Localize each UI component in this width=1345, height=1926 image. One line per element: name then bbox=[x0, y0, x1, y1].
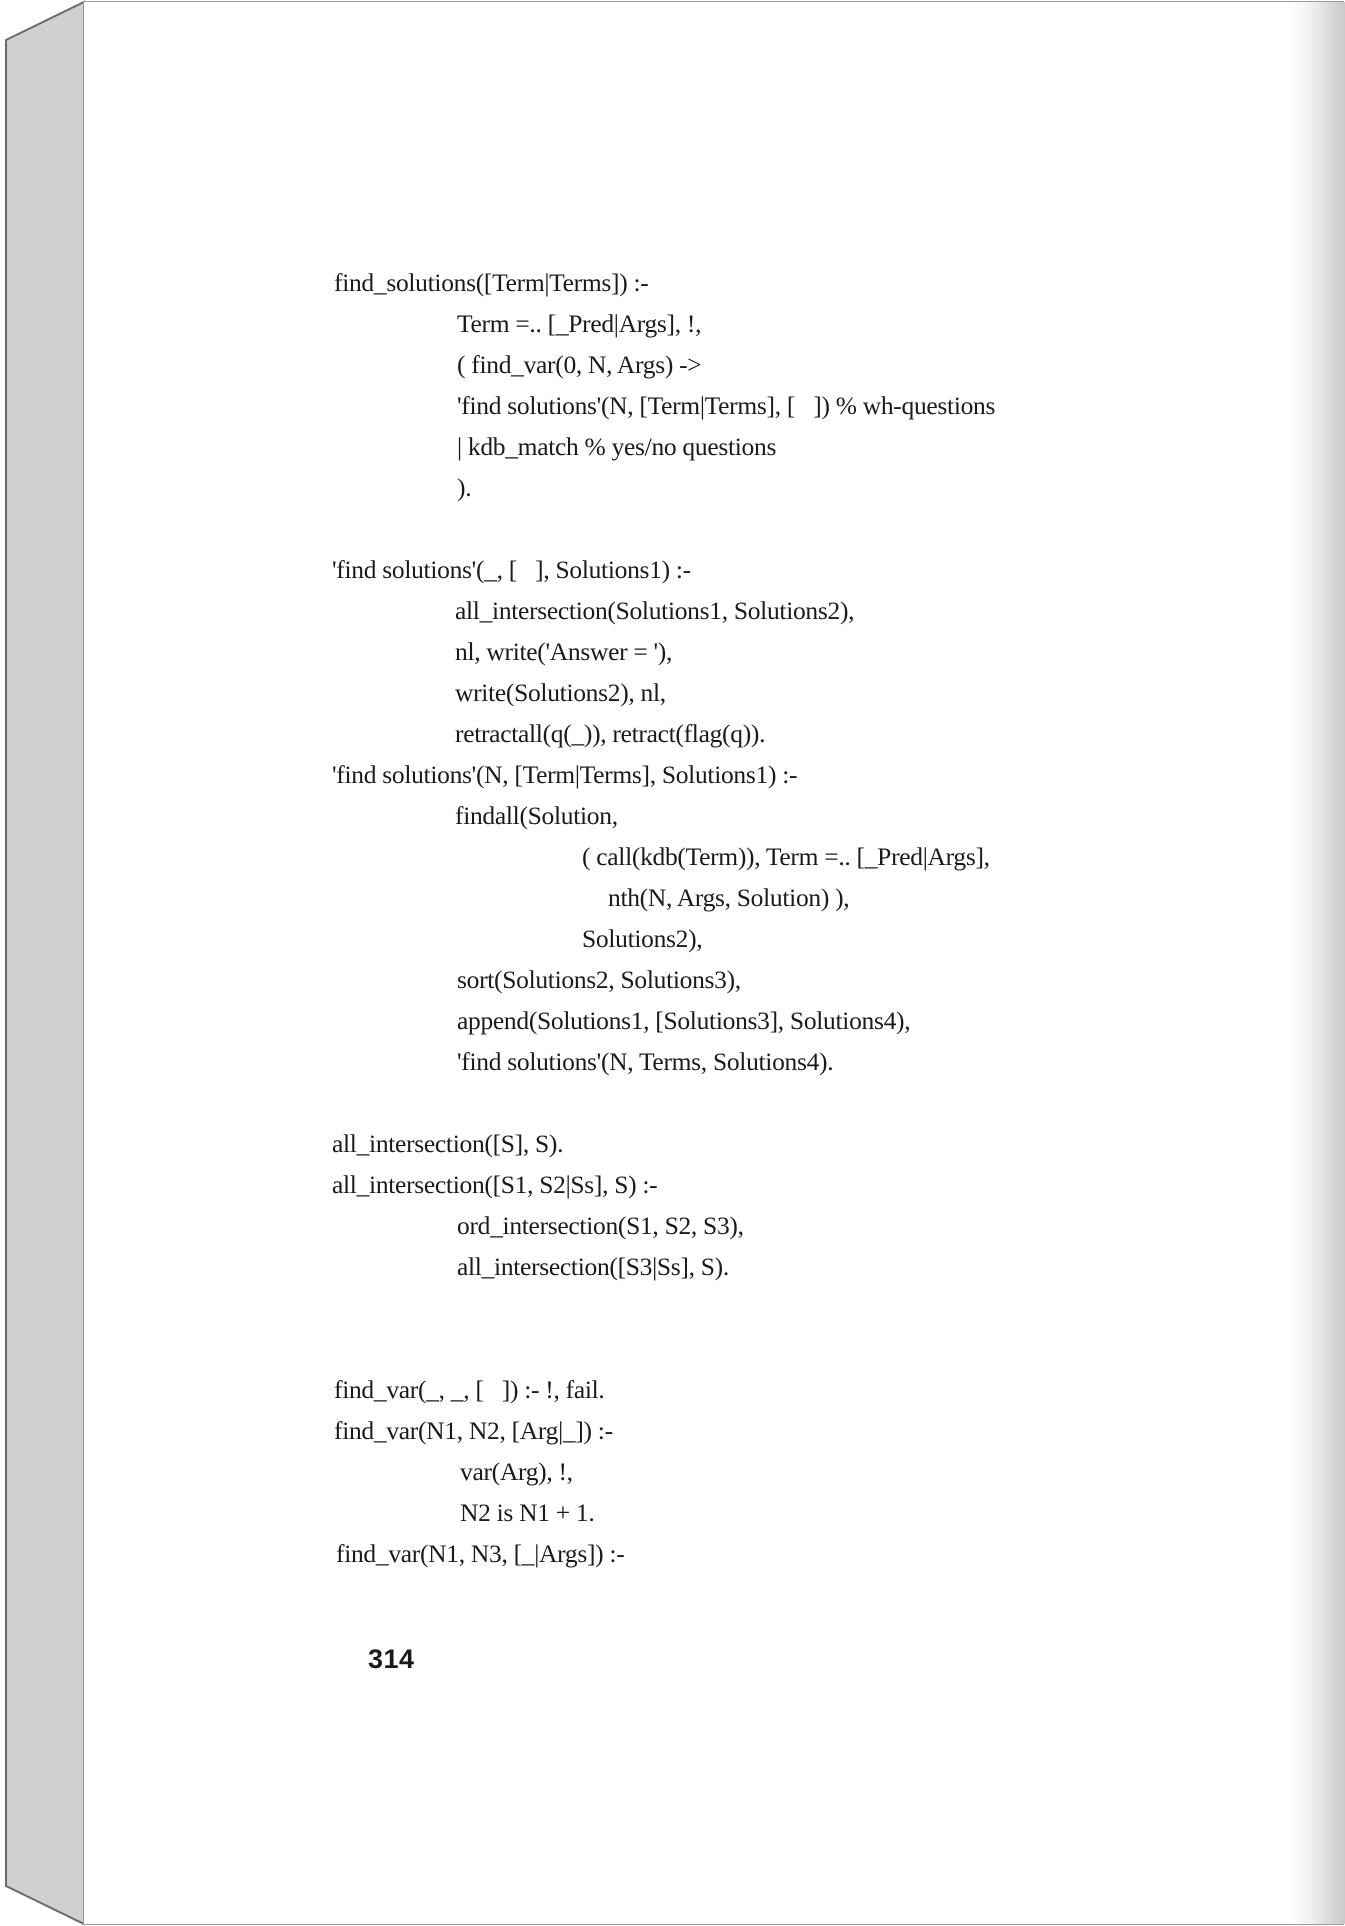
code-line: nl, write('Answer = '), bbox=[455, 637, 673, 666]
code-line: N2 is N1 + 1. bbox=[460, 1498, 595, 1527]
code-line: ( call(kdb(Term)), Term =.. [_Pred|Args], bbox=[582, 842, 990, 871]
code-line: all_intersection([S3|Ss], S). bbox=[457, 1252, 729, 1281]
code-line: retractall(q(_)), retract(flag(q)). bbox=[455, 719, 766, 748]
book-spine bbox=[6, 2, 84, 1924]
code-line: 'find solutions'(N, Terms, Solutions4). bbox=[457, 1047, 834, 1076]
page-number: 314 bbox=[368, 1644, 415, 1674]
code-line: find_solutions([Term|Terms]) :- bbox=[334, 268, 649, 297]
code-line: sort(Solutions2, Solutions3), bbox=[457, 965, 741, 994]
code-line: ). bbox=[457, 473, 472, 502]
code-line: ( find_var(0, N, Args) -> bbox=[457, 350, 702, 379]
code-line: all_intersection([S], S). bbox=[332, 1129, 564, 1158]
code-line: Solutions2), bbox=[582, 924, 703, 953]
code-line: 'find solutions'(N, [Term|Terms], Solutions1) :- bbox=[332, 760, 798, 789]
code-line: all_intersection([S1, S2|Ss], S) :- bbox=[332, 1170, 658, 1199]
code-line: find_var(N1, N3, [_|Args]) :- bbox=[336, 1539, 625, 1568]
code-line: find_var(N1, N2, [Arg|_]) :- bbox=[334, 1416, 613, 1445]
code-line: all_intersection(Solutions1, Solutions2), bbox=[455, 596, 855, 625]
code-line: 'find solutions'(_, [ ], Solutions1) :- bbox=[332, 555, 691, 584]
code-line: var(Arg), !, bbox=[460, 1457, 573, 1486]
code-line: 'find solutions'(N, [Term|Terms], [ ]) % wh-questions bbox=[457, 391, 996, 420]
code-line: Term =.. [_Pred|Args], !, bbox=[457, 309, 702, 338]
code-line: append(Solutions1, [Solutions3], Solutions4), bbox=[457, 1006, 911, 1035]
code-line: nth(N, Args, Solution) ), bbox=[608, 883, 850, 912]
code-line: findall(Solution, bbox=[455, 801, 618, 830]
code-line: ord_intersection(S1, S2, S3), bbox=[457, 1211, 744, 1240]
code-line: find_var(_, _, [ ]) :- !, fail. bbox=[334, 1375, 605, 1404]
code-line: write(Solutions2), nl, bbox=[455, 678, 666, 707]
code-line: | kdb_match % yes/no questions bbox=[457, 432, 777, 461]
page-edge-shadow bbox=[1290, 2, 1345, 1924]
